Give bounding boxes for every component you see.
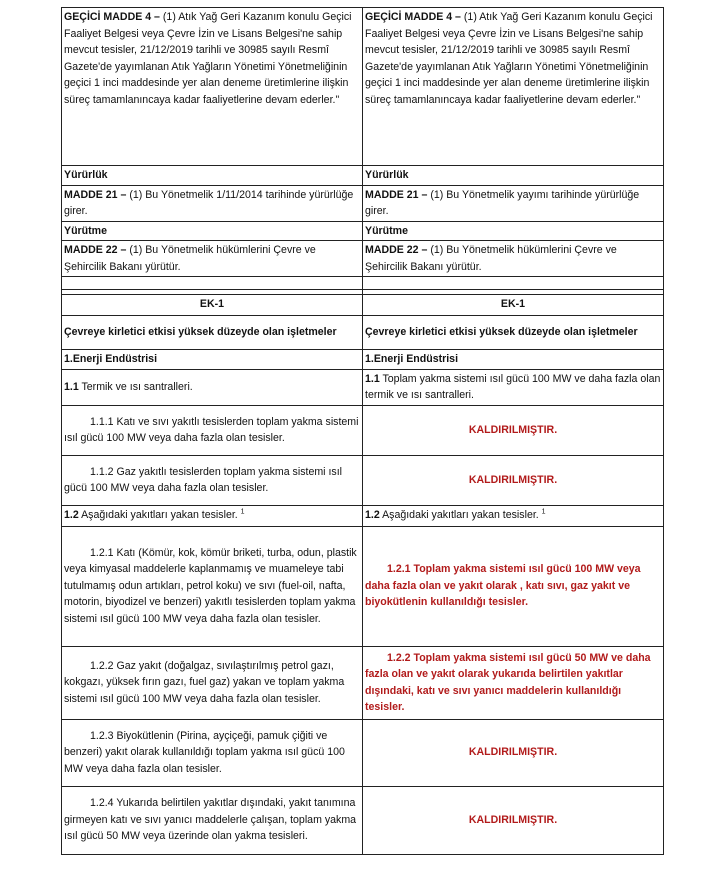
spacer-row (62, 277, 664, 290)
r124-right-text: KALDIRILMIŞTIR. (363, 786, 664, 854)
yurutme-heading: Yürütme (62, 221, 363, 241)
spacer-cell (62, 277, 363, 290)
gecici-right-text: (1) Atık Yağ Geri Kazanım konulu Geçici Faaliyet Belgesi veya Çevre İzin ve Lisans Belgesi'ne sahip mevcut tesisler, 21/12/2019 tarihli ve 30985 sayılı Resmî Gazete'de yayımlanan Atık Yağların Yönetimi Yönetmeliğinin geçici 1 inci maddesinde yer alan deneme üretimlerine ilişkin süreç tamamlanıncaya kadar faaliyetlerine devam ederler." (365, 11, 653, 106)
ek-title-right: EK-1 (363, 295, 664, 316)
table-row (62, 719, 664, 786)
r121-left-text: 1.2.1 Katı (Kömür, kok, kömür briketi, turba, odun, plastik veya kimyasal maddelerle kaplanmamış ve muameleye tabi tutulmamış odun artıkları, petrol koku) ve sıvı (fuel-oil, nafta, motorin, biyodizel ve benzeri) yakıtlı tesislerden toplam yakma sistemi ısıl gücü 100 MW veya daha fazla olan tesisler. (62, 526, 363, 646)
r123-left-text: 1.2.3 Biyokütlenin (Pirina, ayçiçeği, pamuk çiğiti ve benzeri) yakıt olarak kullanıldığı toplam yakma ısıl gücü 100 MW veya daha fazla olan tesisler. (62, 719, 363, 786)
gecici-left-cell (62, 8, 363, 166)
section-heading: 1.Enerji Endüstrisi (62, 350, 363, 370)
r111-left-text: 1.1.1 Katı ve sıvı yakıtlı tesislerden toplam yakma sistemi ısıl gücü 100 MW veya daha fazla olan tesisler. (62, 405, 363, 455)
r112-right-text: KALDIRILMIŞTIR. (363, 455, 664, 505)
gecici-left-text: (1) Atık Yağ Geri Kazanım konulu Geçici Faaliyet Belgesi veya Çevre İzin ve Lisans Belgesi'ne sahip mevcut tesisler, 21/12/2019 tarihli ve 30985 sayılı Resmî Gazete'de yayımlanan Atık Yağların Yönetimi Yönetmeliğinin geçici 1 inci maddesinde yer alan deneme üretimlerine ilişkin süreç tamamlanıncaya kadar faaliyetlerine devam ederler." (64, 11, 352, 106)
comparison-table (61, 7, 664, 855)
r111-right-text: KALDIRILMIŞTIR. (363, 405, 664, 455)
table-row (62, 369, 664, 405)
r122-left-text: 1.2.2 Gaz yakıt (doğalgaz, sıvılaştırılmış petrol gazı, kokgazı, yüksek fırın gazı, fuel gaz) yakan ve toplam yakma sistemi ısıl gücü 100 MW veya daha fazla olan tesisler. (62, 646, 363, 719)
yururluk-heading-right: Yürürlük (363, 166, 664, 186)
madde22-title-right: MADDE 22 – (365, 244, 428, 256)
ek-title: EK-1 (62, 295, 363, 316)
r11-num: 1.1 (64, 380, 79, 393)
r11-left-cell (62, 369, 363, 405)
r122-right-text: 1.2.2 Toplam yakma sistemi ısıl gücü 50 MW ve daha fazla olan ve yakıt olarak yukarıda belirtilen yakıtlar dışındaki, katı ve sıvı yanıcı maddelerin kullanıldığı tesisler. (363, 646, 664, 719)
table-row (62, 241, 664, 277)
ek-subtitle-right: Çevreye kirletici etkisi yüksek düzeyde olan işletmeler (363, 316, 664, 350)
gecici-title-right: GEÇİCİ MADDE 4 – (365, 11, 461, 23)
table-row (62, 185, 664, 221)
r12-left-text: Aşağıdaki yakıtları yakan tesisler. (78, 509, 238, 522)
yurutme-heading-right: Yürütme (363, 221, 664, 241)
gecici-title: GEÇİCİ MADDE 4 – (64, 11, 160, 23)
table-row (62, 316, 664, 350)
madde22-left-cell (62, 241, 363, 277)
table-row (62, 221, 664, 241)
table-row (62, 505, 664, 526)
madde21-left-text: (1) Bu Yönetmelik 1/11/2014 tarihinde yürürlüğe girer. (64, 188, 354, 217)
madde22-right-cell (363, 241, 664, 277)
table-row (62, 295, 664, 316)
r12-num-right: 1.2 (365, 509, 380, 522)
r123-right-text: KALDIRILMIŞTIR. (363, 719, 664, 786)
r12-left-cell (62, 505, 363, 526)
r12-num: 1.2 (64, 509, 79, 522)
yururluk-heading: Yürürlük (62, 166, 363, 186)
r124-left-text: 1.2.4 Yukarıda belirtilen yakıtlar dışındaki, yakıt tanımına girmeyen katı ve sıvı yanıcı maddelerle çalışan, toplam yakma ısıl gücü 50 MW veya üzerinde olan yakma tesisleri. (62, 786, 363, 854)
madde22-title: MADDE 22 – (64, 244, 127, 256)
r12-right-cell (363, 505, 664, 526)
madde21-left-cell (62, 185, 363, 221)
table-row (62, 526, 664, 646)
table-row (62, 405, 664, 455)
table-row (62, 786, 664, 854)
madde21-right-text: (1) Bu Yönetmelik yayımı tarihinde yürürlüğe girer. (365, 188, 640, 217)
madde21-right-cell (363, 185, 664, 221)
table-row (62, 350, 664, 370)
madde22-left-text: (1) Bu Yönetmelik hükümlerini Çevre ve Şehircilik Bakanı yürütür. (64, 244, 316, 273)
table-row (62, 8, 664, 166)
table-row (62, 646, 664, 719)
madde21-title-right: MADDE 21 – (365, 188, 428, 201)
r112-left-text: 1.1.2 Gaz yakıtlı tesislerden toplam yakma sistemi ısıl gücü 100 MW veya daha fazla olan tesisler. (62, 455, 363, 505)
r121-right-text: 1.2.1 Toplam yakma sistemi ısıl gücü 100 MW veya daha fazla olan ve yakıt olarak , katı sıvı, gaz yakıt ve biyokütlenin kullanıldığı tesisler. (363, 526, 664, 646)
r12-right-text: Aşağıdaki yakıtları yakan tesisler. (379, 509, 539, 522)
madde21-title: MADDE 21 – (64, 188, 127, 201)
section-heading-right: 1.Enerji Endüstrisi (363, 350, 664, 370)
gecici-right-cell (363, 8, 664, 166)
table-row (62, 455, 664, 505)
r11-num-right: 1.1 (365, 372, 380, 385)
r12-footnote-right: 1 (541, 508, 546, 516)
madde22-right-text: (1) Bu Yönetmelik hükümlerini Çevre ve Şehircilik Bakanı yürütür. (365, 244, 617, 273)
spacer-cell (363, 277, 664, 290)
r11-right-cell (363, 369, 664, 405)
ek-subtitle: Çevreye kirletici etkisi yüksek düzeyde olan işletmeler (62, 316, 363, 350)
r11-right-text: Toplam yakma sistemi ısıl gücü 100 MW ve daha fazla olan termik ve ısı santralleri. (365, 372, 661, 401)
r11-left-text: Termik ve ısı santralleri. (78, 380, 193, 393)
r12-footnote: 1 (240, 508, 245, 516)
table-row (62, 166, 664, 186)
